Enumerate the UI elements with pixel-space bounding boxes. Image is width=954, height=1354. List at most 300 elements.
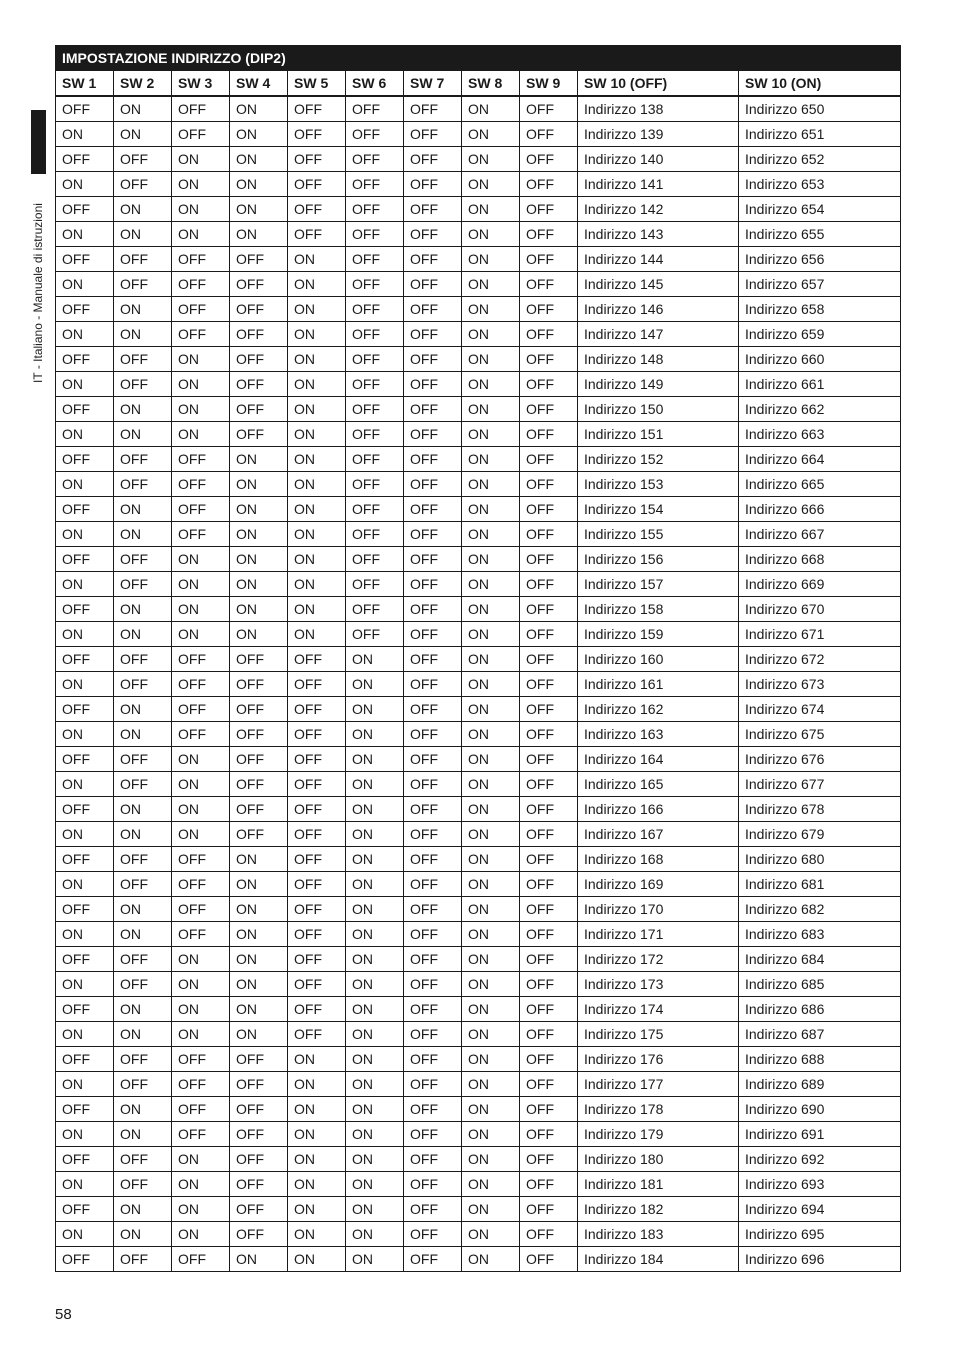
table-cell: OFF [520, 247, 578, 272]
table-cell: OFF [404, 1147, 462, 1172]
table-row [56, 1097, 901, 1122]
table-cell: Indirizzo 669 [739, 572, 901, 597]
table-cell: ON [462, 847, 520, 872]
table-cell: OFF [288, 747, 346, 772]
table-cell: ON [114, 397, 172, 422]
table-cell: ON [346, 947, 404, 972]
table-cell: OFF [288, 847, 346, 872]
table-cell: OFF [114, 347, 172, 372]
table-cell: OFF [288, 997, 346, 1022]
table-cell: OFF [230, 647, 288, 672]
table-cell: OFF [172, 322, 230, 347]
table-cell: OFF [520, 597, 578, 622]
table-cell: Indirizzo 654 [739, 197, 901, 222]
table-cell: OFF [404, 1047, 462, 1072]
table-cell: Indirizzo 665 [739, 472, 901, 497]
table-cell: ON [172, 572, 230, 597]
table-row [56, 322, 901, 347]
table-cell: OFF [172, 1247, 230, 1272]
table-cell: Indirizzo 655 [739, 222, 901, 247]
table-cell: Indirizzo 156 [578, 547, 739, 572]
table-cell: OFF [520, 347, 578, 372]
table-cell: OFF [114, 947, 172, 972]
table-cell: ON [288, 297, 346, 322]
table-cell: Indirizzo 667 [739, 522, 901, 547]
table-cell: OFF [172, 1072, 230, 1097]
table-cell: ON [230, 147, 288, 172]
table-cell: ON [56, 372, 114, 397]
table-cell: ON [288, 472, 346, 497]
table-cell: OFF [520, 322, 578, 347]
table-cell: Indirizzo 675 [739, 722, 901, 747]
table-cell: OFF [172, 1047, 230, 1072]
table-cell: Indirizzo 660 [739, 347, 901, 372]
table-cell: OFF [56, 897, 114, 922]
column-header: SW 3 [172, 71, 230, 97]
table-cell: OFF [288, 722, 346, 747]
table-cell: ON [56, 1222, 114, 1247]
table-cell: OFF [520, 1197, 578, 1222]
table-cell: ON [56, 672, 114, 697]
table-cell: OFF [346, 547, 404, 572]
table-cell: OFF [114, 647, 172, 672]
column-header: SW 1 [56, 71, 114, 97]
table-cell: OFF [56, 96, 114, 122]
table-row [56, 1122, 901, 1147]
table-cell: ON [462, 772, 520, 797]
table-cell: OFF [404, 1197, 462, 1222]
table-cell: OFF [404, 622, 462, 647]
table-cell: OFF [404, 1122, 462, 1147]
table-cell: OFF [404, 96, 462, 122]
table-cell: ON [346, 1222, 404, 1247]
table-cell: ON [114, 422, 172, 447]
table-cell: OFF [404, 747, 462, 772]
table-cell: ON [114, 897, 172, 922]
table-cell: Indirizzo 663 [739, 422, 901, 447]
table-cell: Indirizzo 692 [739, 1147, 901, 1172]
table-cell: ON [288, 447, 346, 472]
table-cell: OFF [172, 672, 230, 697]
table-cell: ON [172, 347, 230, 372]
table-cell: Indirizzo 174 [578, 997, 739, 1022]
table-cell: OFF [114, 847, 172, 872]
table-cell: OFF [56, 1147, 114, 1172]
table-cell: OFF [172, 96, 230, 122]
table-row [56, 672, 901, 697]
table-cell: ON [346, 1247, 404, 1272]
table-cell: OFF [520, 1072, 578, 1097]
table-cell: Indirizzo 142 [578, 197, 739, 222]
table-cell: Indirizzo 182 [578, 1197, 739, 1222]
table-cell: OFF [56, 147, 114, 172]
table-cell: ON [288, 372, 346, 397]
table-cell: ON [462, 447, 520, 472]
table-cell: OFF [520, 1022, 578, 1047]
table-cell: OFF [520, 1222, 578, 1247]
table-cell: OFF [56, 1047, 114, 1072]
table-cell: ON [230, 1247, 288, 1272]
table-cell: Indirizzo 171 [578, 922, 739, 947]
table-cell: OFF [346, 272, 404, 297]
table-cell: OFF [404, 1222, 462, 1247]
table-cell: OFF [520, 797, 578, 822]
table-cell: ON [462, 722, 520, 747]
table-cell: OFF [404, 147, 462, 172]
table-cell: OFF [230, 722, 288, 747]
table-row [56, 647, 901, 672]
table-cell: OFF [520, 297, 578, 322]
table-cell: Indirizzo 658 [739, 297, 901, 322]
table-cell: ON [288, 497, 346, 522]
table-cell: OFF [404, 272, 462, 297]
table-cell: OFF [346, 297, 404, 322]
table-cell: Indirizzo 177 [578, 1072, 739, 1097]
table-cell: OFF [172, 497, 230, 522]
table-cell: OFF [56, 247, 114, 272]
table-cell: OFF [172, 1097, 230, 1122]
table-cell: ON [462, 1247, 520, 1272]
table-cell: OFF [56, 1247, 114, 1272]
table-cell: OFF [288, 197, 346, 222]
table-row [56, 372, 901, 397]
table-cell: Indirizzo 661 [739, 372, 901, 397]
table-cell: OFF [288, 647, 346, 672]
table-cell: OFF [520, 822, 578, 847]
table-cell: OFF [404, 847, 462, 872]
table-cell: Indirizzo 687 [739, 1022, 901, 1047]
table-cell: OFF [56, 847, 114, 872]
table-cell: OFF [520, 697, 578, 722]
table-cell: ON [172, 972, 230, 997]
table-cell: OFF [230, 322, 288, 347]
table-body [56, 96, 901, 1272]
table-cell: Indirizzo 651 [739, 122, 901, 147]
table-cell: ON [462, 597, 520, 622]
table-cell: OFF [172, 722, 230, 747]
table-cell: OFF [346, 422, 404, 447]
table-row [56, 422, 901, 447]
table-cell: Indirizzo 148 [578, 347, 739, 372]
table-cell: OFF [114, 272, 172, 297]
table-cell: OFF [56, 447, 114, 472]
table-cell: ON [462, 972, 520, 997]
table-cell: ON [346, 647, 404, 672]
table-cell: ON [172, 222, 230, 247]
table-cell: ON [462, 297, 520, 322]
table-cell: OFF [114, 172, 172, 197]
table-cell: Indirizzo 157 [578, 572, 739, 597]
table-cell: OFF [114, 572, 172, 597]
column-header: SW 10 (ON) [739, 71, 901, 97]
table-cell: OFF [56, 1197, 114, 1222]
table-cell: OFF [520, 272, 578, 297]
table-cell: Indirizzo 172 [578, 947, 739, 972]
table-cell: OFF [172, 122, 230, 147]
table-cell: ON [114, 697, 172, 722]
table-row [56, 897, 901, 922]
table-cell: ON [346, 1097, 404, 1122]
table-cell: ON [346, 1147, 404, 1172]
table-cell: ON [114, 997, 172, 1022]
table-cell: OFF [230, 297, 288, 322]
table-cell: OFF [404, 1172, 462, 1197]
table-cell: OFF [346, 497, 404, 522]
table-cell: ON [230, 847, 288, 872]
table-cell: OFF [346, 447, 404, 472]
table-cell: OFF [404, 722, 462, 747]
table-cell: ON [230, 222, 288, 247]
table-cell: Indirizzo 181 [578, 1172, 739, 1197]
table-cell: ON [462, 1122, 520, 1147]
table-cell: ON [462, 697, 520, 722]
table-cell: OFF [56, 397, 114, 422]
table-cell: Indirizzo 145 [578, 272, 739, 297]
table-title-row [56, 46, 901, 71]
table-cell: OFF [404, 872, 462, 897]
table-cell: OFF [230, 372, 288, 397]
table-cell: ON [346, 872, 404, 897]
table-cell: Indirizzo 686 [739, 997, 901, 1022]
table-cell: OFF [230, 1047, 288, 1072]
table-cell: OFF [288, 797, 346, 822]
table-cell: ON [462, 872, 520, 897]
table-row [56, 122, 901, 147]
table-row [56, 572, 901, 597]
table-cell: OFF [56, 297, 114, 322]
table-cell: ON [114, 322, 172, 347]
table-cell: OFF [288, 822, 346, 847]
table-cell: Indirizzo 653 [739, 172, 901, 197]
table-cell: ON [462, 397, 520, 422]
table-cell: OFF [520, 1047, 578, 1072]
table-cell: ON [114, 622, 172, 647]
table-cell: ON [230, 497, 288, 522]
table-cell: Indirizzo 162 [578, 697, 739, 722]
table-cell: ON [288, 347, 346, 372]
table-cell: OFF [404, 922, 462, 947]
table-cell: ON [172, 147, 230, 172]
table-cell: ON [346, 972, 404, 997]
table-cell: ON [462, 272, 520, 297]
table-cell: ON [56, 822, 114, 847]
table-cell: Indirizzo 144 [578, 247, 739, 272]
table-cell: OFF [520, 197, 578, 222]
table-cell: ON [114, 597, 172, 622]
table-cell: Indirizzo 150 [578, 397, 739, 422]
table-cell: ON [462, 147, 520, 172]
table-cell: OFF [520, 897, 578, 922]
table-cell: OFF [520, 722, 578, 747]
table-cell: ON [56, 1022, 114, 1047]
table-cell: ON [172, 397, 230, 422]
table-cell: Indirizzo 690 [739, 1097, 901, 1122]
table-cell: ON [114, 222, 172, 247]
table-cell: ON [172, 372, 230, 397]
table-cell: ON [462, 197, 520, 222]
table-cell: ON [288, 622, 346, 647]
table-cell: Indirizzo 173 [578, 972, 739, 997]
table-cell: OFF [404, 122, 462, 147]
table-cell: ON [56, 422, 114, 447]
table-cell: Indirizzo 694 [739, 1197, 901, 1222]
table-cell: OFF [288, 872, 346, 897]
table-cell: OFF [520, 847, 578, 872]
table-cell: ON [346, 697, 404, 722]
table-cell: ON [346, 747, 404, 772]
table-cell: ON [346, 1172, 404, 1197]
table-cell: ON [346, 722, 404, 747]
table-cell: OFF [114, 972, 172, 997]
table-cell: OFF [230, 672, 288, 697]
table-cell: Indirizzo 677 [739, 772, 901, 797]
table-row [56, 922, 901, 947]
table-row [56, 1172, 901, 1197]
table-cell: Indirizzo 143 [578, 222, 739, 247]
table-cell: OFF [114, 1147, 172, 1172]
table-cell: OFF [230, 1197, 288, 1222]
table-cell: OFF [172, 522, 230, 547]
table-cell: OFF [114, 247, 172, 272]
table-cell: OFF [172, 697, 230, 722]
table-cell: ON [462, 422, 520, 447]
table-cell: OFF [114, 447, 172, 472]
table-cell: Indirizzo 685 [739, 972, 901, 997]
table-cell: ON [288, 422, 346, 447]
table-cell: OFF [172, 847, 230, 872]
table-cell: OFF [288, 972, 346, 997]
table-cell: OFF [404, 397, 462, 422]
table-cell: OFF [172, 297, 230, 322]
table-cell: ON [288, 247, 346, 272]
table-cell: OFF [346, 247, 404, 272]
table-cell: ON [56, 872, 114, 897]
table-cell: ON [172, 1147, 230, 1172]
table-cell: ON [172, 997, 230, 1022]
table-cell: OFF [520, 1097, 578, 1122]
table-row [56, 1047, 901, 1072]
table-cell: ON [114, 96, 172, 122]
table-cell: ON [230, 1022, 288, 1047]
table-cell: Indirizzo 179 [578, 1122, 739, 1147]
table-cell: OFF [56, 547, 114, 572]
table-cell: OFF [346, 122, 404, 147]
table-cell: ON [462, 922, 520, 947]
table-row [56, 1022, 901, 1047]
table-row [56, 347, 901, 372]
table-cell: OFF [520, 397, 578, 422]
table-row [56, 497, 901, 522]
table-cell: Indirizzo 138 [578, 96, 739, 122]
table-cell: ON [56, 722, 114, 747]
table-cell: Indirizzo 175 [578, 1022, 739, 1047]
table-cell: OFF [404, 322, 462, 347]
table-cell: OFF [230, 1072, 288, 1097]
table-cell: ON [462, 172, 520, 197]
column-header: SW 2 [114, 71, 172, 97]
table-cell: ON [346, 1072, 404, 1097]
table-cell: ON [114, 722, 172, 747]
table-cell: ON [172, 1222, 230, 1247]
table-cell: Indirizzo 140 [578, 147, 739, 172]
table-row [56, 147, 901, 172]
table-cell: Indirizzo 652 [739, 147, 901, 172]
column-header: SW 4 [230, 71, 288, 97]
table-cell: OFF [172, 472, 230, 497]
table-cell: ON [56, 322, 114, 347]
table-cell: OFF [520, 647, 578, 672]
table-cell: Indirizzo 152 [578, 447, 739, 472]
table-cell: OFF [56, 497, 114, 522]
table-cell: ON [230, 472, 288, 497]
table-cell: Indirizzo 696 [739, 1247, 901, 1272]
table-cell: OFF [404, 822, 462, 847]
table-cell: ON [230, 522, 288, 547]
table-cell: OFF [520, 747, 578, 772]
table-cell: ON [230, 447, 288, 472]
table-cell: Indirizzo 689 [739, 1072, 901, 1097]
table-cell: OFF [520, 947, 578, 972]
table-cell: OFF [56, 747, 114, 772]
table-cell: ON [346, 772, 404, 797]
table-cell: ON [288, 1172, 346, 1197]
table-cell: OFF [230, 347, 288, 372]
table-row [56, 597, 901, 622]
table-cell: Indirizzo 168 [578, 847, 739, 872]
table-cell: ON [114, 922, 172, 947]
table-row [56, 247, 901, 272]
table-cell: Indirizzo 691 [739, 1122, 901, 1147]
table-cell: ON [462, 122, 520, 147]
table-cell: ON [288, 547, 346, 572]
table-cell: OFF [404, 1072, 462, 1097]
table-cell: ON [462, 897, 520, 922]
table-cell: ON [56, 522, 114, 547]
table-cell: ON [346, 1047, 404, 1072]
table-cell: OFF [288, 922, 346, 947]
table-row [56, 847, 901, 872]
table-cell: ON [230, 897, 288, 922]
column-header: SW 6 [346, 71, 404, 97]
table-cell: ON [288, 1247, 346, 1272]
table-cell: ON [56, 122, 114, 147]
table-row [56, 96, 901, 122]
table-cell: ON [56, 1122, 114, 1147]
table-cell: OFF [114, 1072, 172, 1097]
table-cell: OFF [114, 1047, 172, 1072]
table-cell: Indirizzo 146 [578, 297, 739, 322]
table-cell: OFF [114, 672, 172, 697]
table-cell: OFF [346, 197, 404, 222]
table-cell: Indirizzo 680 [739, 847, 901, 872]
table-cell: ON [230, 96, 288, 122]
table-cell: Indirizzo 674 [739, 697, 901, 722]
table-cell: Indirizzo 659 [739, 322, 901, 347]
table-cell: OFF [404, 597, 462, 622]
table-cell: Indirizzo 141 [578, 172, 739, 197]
table-cell: OFF [520, 872, 578, 897]
table-cell: OFF [520, 1147, 578, 1172]
table-cell: ON [230, 572, 288, 597]
table-cell: ON [346, 797, 404, 822]
table-cell: OFF [114, 1172, 172, 1197]
table-cell: OFF [230, 1222, 288, 1247]
table-cell: ON [462, 1022, 520, 1047]
table-row [56, 522, 901, 547]
address-table [55, 45, 901, 1272]
table-cell: Indirizzo 678 [739, 797, 901, 822]
table-cell: ON [346, 847, 404, 872]
